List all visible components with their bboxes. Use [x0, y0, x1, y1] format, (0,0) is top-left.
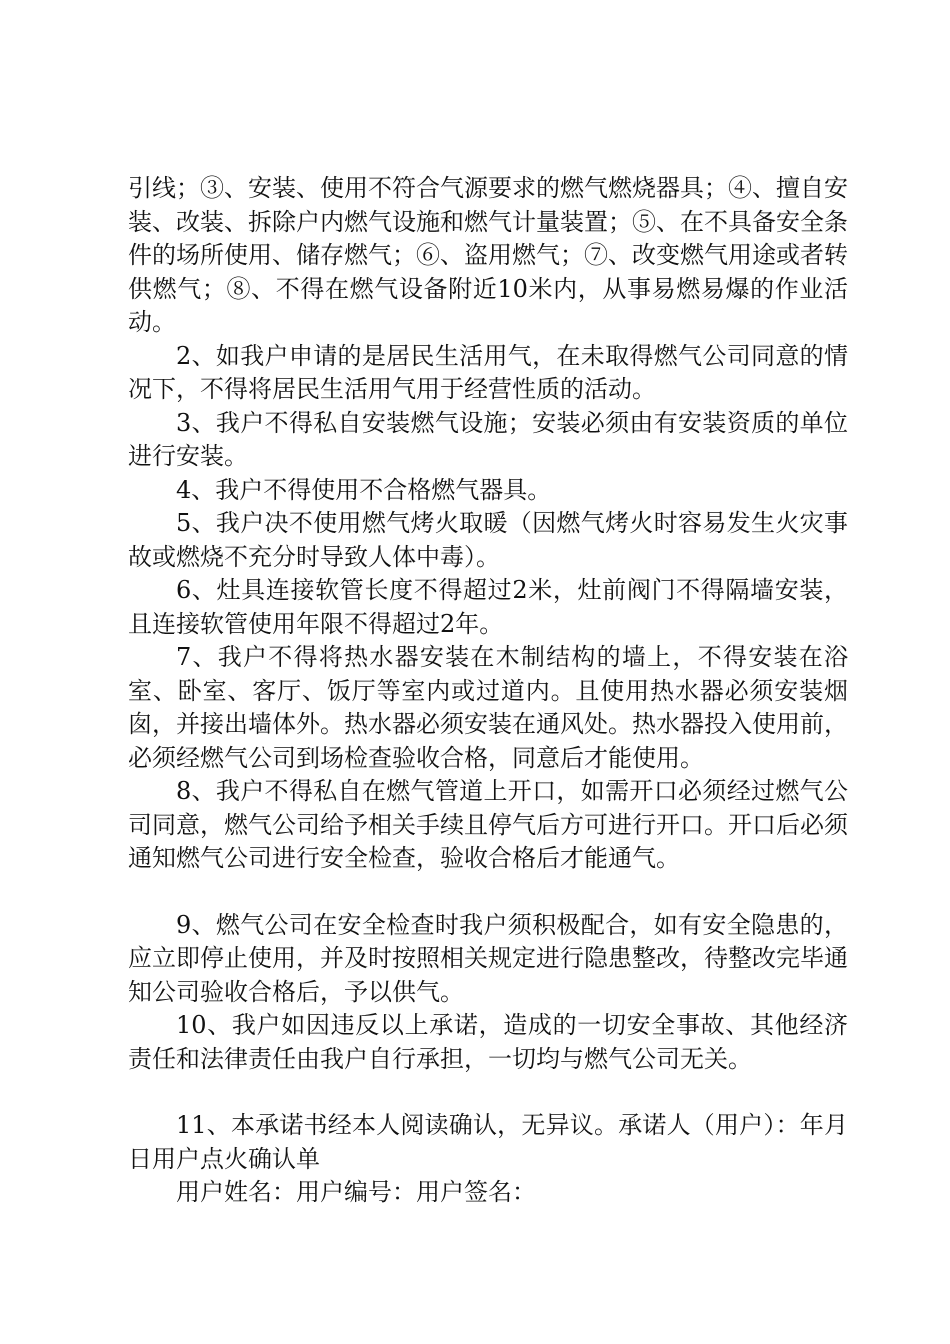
- paragraph-continuation: 引线；③、安装、使用不符合气源要求的燃气燃烧器具；④、擅自安装、改装、拆除户内燃气设施和燃气计量装置；⑤、在不具备安全条件的场所使用、储存燃气；⑥、盗用燃气；⑦、改变燃气用途或者转供燃气；⑧、不得在燃气设备附近10米内，从事易燃易爆的作业活动。: [128, 174, 848, 336]
- paragraph-item-5: 5、我户决不使用燃气烤火取暖（因燃气烤火时容易发生火灾事故或燃烧不充分时导致人体中毒）。: [128, 509, 848, 571]
- paragraph-item-3: 3、我户不得私自安装燃气设施；安装必须由有安装资质的单位进行安装。: [128, 408, 848, 470]
- paragraph-item-7: 7、我户不得将热水器安装在木制结构的墙上，不得安装在浴室、卧室、客厅、饭厅等室内或过道内。且使用热水器必须安装烟囱，并接出墙体外。热水器必须安装在通风处。热水器投入使用前，必须经燃气公司到场检查验收合格，同意后才能使用。: [128, 643, 848, 772]
- paragraph-item-9: 9、燃气公司在安全检查时我户须积极配合，如有安全隐患的，应立即停止使用，并及时按照相关规定进行隐患整改，待整改完毕通知公司验收合格后，予以供气。: [128, 910, 848, 1006]
- paragraph-item-6: 6、灶具连接软管长度不得超过2米，灶前阀门不得隔墙安装，且连接软管使用年限不得超过2年。: [128, 576, 848, 638]
- paragraph-spacer: [128, 876, 848, 909]
- paragraph-item-2: 2、如我户申请的是居民生活用气，在未取得燃气公司同意的情况下，不得将居民生活用气用于经营性质的活动。: [128, 341, 848, 403]
- paragraph-item-4: 4、我户不得使用不合格燃气器具。: [176, 475, 552, 504]
- document-body: [128, 172, 848, 1210]
- paragraph-item-8: 8、我户不得私自在燃气管道上开口，如需开口必须经过燃气公司同意，燃气公司给予相关手续且停气后方可进行开口。开口后必须通知燃气公司进行安全检查，验收合格后才能通气。: [128, 777, 848, 872]
- paragraph-item-10: 10、我户如因违反以上承诺，造成的一切安全事故、其他经济责任和法律责任由我户自行承担，一切均与燃气公司无关。: [128, 1011, 848, 1073]
- signature-fields-line: 用户姓名：用户编号：用户签名：: [176, 1178, 536, 1206]
- paragraph-spacer: [128, 1076, 848, 1109]
- paragraph-item-11: 11、本承诺书经本人阅读确认，无异议。承诺人（用户）：年月日用户点火确认单: [128, 1111, 848, 1173]
